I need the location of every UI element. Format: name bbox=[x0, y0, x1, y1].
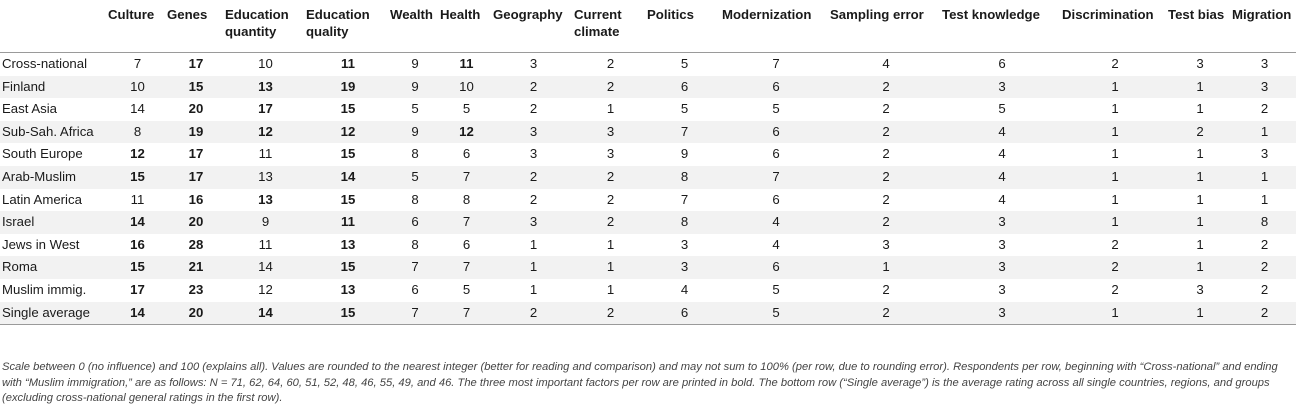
header-corner bbox=[0, 6, 108, 53]
table-cell: 3 bbox=[1260, 56, 1269, 71]
table-cell: 2 bbox=[1168, 121, 1232, 144]
table-cell: 13 bbox=[340, 281, 356, 297]
table-cell: 14 bbox=[225, 256, 306, 279]
column-header: Current climate bbox=[574, 6, 647, 53]
row-label: Roma bbox=[0, 256, 108, 279]
row-label: Jews in West bbox=[2, 236, 80, 252]
table-cell: 5 bbox=[680, 101, 689, 117]
table-cell: 11 bbox=[130, 191, 145, 207]
table-cell: 9 bbox=[225, 211, 306, 234]
table-cell: 2 bbox=[493, 76, 574, 99]
ratings-table bbox=[0, 6, 1296, 325]
table-cell: 3 bbox=[606, 146, 615, 162]
row-label: Israel bbox=[0, 211, 108, 234]
table-cell: 16 bbox=[188, 191, 204, 207]
table-cell: 2 bbox=[1260, 101, 1269, 117]
table-cell: 6 bbox=[462, 236, 471, 252]
table-cell: 3 bbox=[942, 211, 1062, 234]
table-cell: 7 bbox=[133, 56, 142, 71]
table-cell: 11 bbox=[258, 146, 273, 162]
table-cell: 9 bbox=[411, 56, 419, 71]
table-cell: 7 bbox=[440, 302, 493, 325]
table-cell: 3 bbox=[942, 76, 1062, 99]
table-cell: 2 bbox=[830, 302, 942, 325]
table-row bbox=[0, 166, 1296, 189]
table-cell: 6 bbox=[647, 76, 722, 99]
table-cell: 1 bbox=[606, 236, 615, 252]
table-cell: 15 bbox=[306, 256, 390, 279]
table-cell: 3 bbox=[1196, 281, 1204, 297]
column-header: Wealth bbox=[390, 6, 440, 53]
table-cell: 23 bbox=[188, 281, 204, 297]
table-cell: 5 bbox=[772, 281, 780, 297]
table-cell: 3 bbox=[998, 281, 1006, 297]
table-cell: 15 bbox=[108, 166, 167, 189]
table-cell: 1 bbox=[529, 281, 538, 297]
table-cell: 6 bbox=[722, 121, 830, 144]
table-cell: 8 bbox=[647, 211, 722, 234]
table-cell: 1 bbox=[606, 281, 615, 297]
table-cell: 12 bbox=[130, 146, 145, 162]
table-cell: 1 bbox=[574, 256, 647, 279]
table-cell: 2 bbox=[529, 101, 538, 117]
table-cell: 14 bbox=[130, 101, 145, 117]
table-cell: 11 bbox=[459, 56, 474, 71]
table-cell: 2 bbox=[882, 191, 890, 207]
table-cell: 3 bbox=[680, 236, 689, 252]
table-cell: 5 bbox=[722, 302, 830, 325]
table-cell: 1 bbox=[1062, 121, 1168, 144]
table-cell: 1 bbox=[1260, 191, 1269, 207]
table-cell: 3 bbox=[529, 56, 538, 71]
table-cell: 15 bbox=[340, 101, 356, 117]
column-header: Health bbox=[440, 6, 493, 53]
table-cell: 1 bbox=[1111, 101, 1119, 117]
table-cell: 1 bbox=[529, 236, 538, 252]
table-cell: 8 bbox=[108, 121, 167, 144]
table-cell: 7 bbox=[440, 211, 493, 234]
table-cell: 2 bbox=[1111, 236, 1119, 252]
table-row bbox=[0, 76, 1296, 99]
row-label: Sub-Sah. Africa bbox=[0, 121, 108, 144]
table-cell: 6 bbox=[772, 146, 780, 162]
table-cell: 3 bbox=[574, 121, 647, 144]
table-cell: 1 bbox=[1196, 146, 1204, 162]
row-label: Muslim immig. bbox=[2, 281, 87, 297]
table-cell: 4 bbox=[722, 211, 830, 234]
column-header: Education quality bbox=[306, 6, 390, 53]
table-cell: 9 bbox=[390, 121, 440, 144]
table-cell: 1 bbox=[830, 256, 942, 279]
table-cell: 3 bbox=[529, 146, 538, 162]
table-cell: 5 bbox=[998, 101, 1006, 117]
table-cell: 2 bbox=[493, 302, 574, 325]
table-cell: 12 bbox=[225, 121, 306, 144]
table-cell: 1 bbox=[1062, 211, 1168, 234]
table-cell: 1 bbox=[1168, 166, 1232, 189]
table-cell: 2 bbox=[493, 166, 574, 189]
table-cell: 4 bbox=[998, 146, 1006, 162]
table-cell: 2 bbox=[529, 191, 538, 207]
table-cell: 7 bbox=[390, 302, 440, 325]
table-cell: 2 bbox=[1111, 281, 1119, 297]
table-cell: 7 bbox=[647, 121, 722, 144]
table-cell: 3 bbox=[647, 256, 722, 279]
table-cell: 2 bbox=[1232, 302, 1296, 325]
table-cell: 2 bbox=[1260, 236, 1269, 252]
table-cell: 1 bbox=[1062, 302, 1168, 325]
table-row bbox=[0, 121, 1296, 144]
table-cell: 3 bbox=[1196, 56, 1204, 71]
column-header: Culture bbox=[108, 6, 167, 53]
table-cell: 13 bbox=[258, 191, 273, 207]
table-cell: 10 bbox=[440, 76, 493, 99]
table-cell: 21 bbox=[167, 256, 225, 279]
table-cell: 4 bbox=[772, 236, 780, 252]
table-cell: 3 bbox=[493, 121, 574, 144]
table-cell: 11 bbox=[258, 236, 273, 252]
table-cell: 1 bbox=[606, 101, 615, 117]
table-cell: 12 bbox=[440, 121, 493, 144]
table-cell: 28 bbox=[188, 236, 204, 252]
column-header: Migration bbox=[1232, 6, 1296, 53]
table-cell: 20 bbox=[167, 302, 225, 325]
table-cell: 4 bbox=[942, 121, 1062, 144]
table-cell: 8 bbox=[1232, 211, 1296, 234]
table-cell: 17 bbox=[130, 281, 145, 297]
table-cell: 15 bbox=[306, 302, 390, 325]
table-cell: 6 bbox=[722, 76, 830, 99]
table-cell: 5 bbox=[462, 101, 471, 117]
column-header: Genes bbox=[167, 6, 225, 53]
table-cell: 14 bbox=[225, 302, 306, 325]
row-label: East Asia bbox=[2, 101, 57, 117]
table-row bbox=[0, 256, 1296, 279]
table-cell: 3 bbox=[942, 302, 1062, 325]
row-label: Finland bbox=[0, 76, 108, 99]
table-cell: 15 bbox=[108, 256, 167, 279]
row-label: South Europe bbox=[2, 146, 83, 162]
table-cell: 8 bbox=[411, 191, 419, 207]
table-cell: 5 bbox=[680, 56, 689, 71]
table-cell: 2 bbox=[574, 211, 647, 234]
table-cell: 2 bbox=[830, 211, 942, 234]
table-cell: 17 bbox=[258, 101, 273, 117]
table-cell: 12 bbox=[258, 281, 273, 297]
table-cell: 3 bbox=[1232, 76, 1296, 99]
table-cell: 1 bbox=[493, 256, 574, 279]
table-cell: 3 bbox=[1260, 146, 1269, 162]
row-label: Single average bbox=[0, 302, 108, 325]
table-cell: 8 bbox=[647, 166, 722, 189]
table-row bbox=[0, 302, 1296, 325]
table-cell: 2 bbox=[882, 146, 890, 162]
table-cell: 5 bbox=[390, 166, 440, 189]
table-cell: 7 bbox=[440, 166, 493, 189]
table-cell: 6 bbox=[772, 191, 780, 207]
table-cell: 1 bbox=[1168, 76, 1232, 99]
table-cell: 17 bbox=[188, 56, 204, 71]
table-cell: 17 bbox=[167, 166, 225, 189]
table-cell: 7 bbox=[772, 56, 780, 71]
table-cell: 1 bbox=[1168, 256, 1232, 279]
table-cell: 9 bbox=[680, 146, 689, 162]
table-cell: 14 bbox=[108, 302, 167, 325]
row-label: Latin America bbox=[2, 191, 82, 207]
table-cell: 13 bbox=[225, 166, 306, 189]
table-cell: 3 bbox=[493, 211, 574, 234]
table-row bbox=[0, 143, 1296, 166]
table-cell: 7 bbox=[680, 191, 689, 207]
table-cell: 20 bbox=[188, 101, 204, 117]
table-cell: 2 bbox=[882, 101, 890, 117]
table-cell: 4 bbox=[942, 166, 1062, 189]
table-row bbox=[0, 279, 1296, 302]
table-cell: 2 bbox=[574, 166, 647, 189]
table-cell: 1 bbox=[1196, 236, 1204, 252]
table-cell: 10 bbox=[108, 76, 167, 99]
table-cell: 1 bbox=[1062, 166, 1168, 189]
row-label: Arab-Muslim bbox=[0, 166, 108, 189]
table-cell: 5 bbox=[411, 101, 419, 117]
table-cell: 13 bbox=[340, 236, 356, 252]
table-cell: 14 bbox=[306, 166, 390, 189]
table-cell: 6 bbox=[998, 56, 1006, 71]
table-cell: 5 bbox=[772, 101, 780, 117]
table-cell: 8 bbox=[462, 191, 471, 207]
table-cell: 11 bbox=[341, 56, 355, 71]
table-cell: 16 bbox=[130, 236, 145, 252]
table-cell: 2 bbox=[574, 302, 647, 325]
row-label: Cross-national bbox=[2, 56, 88, 71]
table-cell: 5 bbox=[462, 281, 471, 297]
table-cell: 3 bbox=[998, 236, 1006, 252]
table-cell: 6 bbox=[722, 256, 830, 279]
table-cell: 1 bbox=[1111, 146, 1119, 162]
table-cell: 2 bbox=[882, 281, 890, 297]
table-cell: 1 bbox=[1196, 191, 1204, 207]
header-row bbox=[0, 6, 1296, 53]
table-cell: 7 bbox=[440, 256, 493, 279]
table-cell: 6 bbox=[390, 211, 440, 234]
table-cell: 1 bbox=[1232, 121, 1296, 144]
column-header: Geography bbox=[493, 6, 574, 53]
table-cell: 2 bbox=[606, 191, 615, 207]
table-cell: 15 bbox=[340, 146, 356, 162]
table-cell: 2 bbox=[1111, 56, 1119, 71]
table-cell: 17 bbox=[188, 146, 204, 162]
table-cell: 1 bbox=[1111, 191, 1119, 207]
table-footnote: Scale between 0 (no influence) and 100 (explains all). Values are rounded to the nearest integer (better for reading and comparison) and may not sum to 100% (per row, due to rounding error). Respondents per row, beginning with “Cross-national” and ending with “Muslim immigration,” are as follows: N = 71, 62, 64, 60, 51, 52, 48, 46, 55, 49, and 46. The three most important factors per row are printed in bold. The bottom row (“Single average”) is the average rating across all single countries, regions, and groups (excluding cross-national general ratings in the first row). bbox=[2, 361, 1278, 404]
table-cell: 10 bbox=[258, 56, 273, 71]
column-header: Politics bbox=[647, 6, 722, 53]
table-cell: 6 bbox=[411, 281, 419, 297]
table-row bbox=[0, 53, 1296, 76]
table-cell: 6 bbox=[647, 302, 722, 325]
table-cell: 1 bbox=[1168, 211, 1232, 234]
table-cell: 15 bbox=[167, 76, 225, 99]
table-cell: 8 bbox=[411, 146, 419, 162]
table-cell: 2 bbox=[1232, 256, 1296, 279]
table-row bbox=[0, 211, 1296, 234]
table-cell: 2 bbox=[1260, 281, 1269, 297]
column-header: Test bias bbox=[1168, 6, 1232, 53]
column-header: Discrimination bbox=[1062, 6, 1168, 53]
table-cell: 2 bbox=[606, 56, 615, 71]
column-header: Test knowledge bbox=[942, 6, 1062, 53]
table-cell: 19 bbox=[306, 76, 390, 99]
table-cell: 1 bbox=[1232, 166, 1296, 189]
table-cell: 2 bbox=[1062, 256, 1168, 279]
table-cell: 2 bbox=[830, 121, 942, 144]
table-cell: 7 bbox=[722, 166, 830, 189]
table-cell: 7 bbox=[390, 256, 440, 279]
table-cell: 20 bbox=[167, 211, 225, 234]
table-cell: 2 bbox=[830, 166, 942, 189]
table-cell: 2 bbox=[574, 76, 647, 99]
column-header: Modernization bbox=[722, 6, 830, 53]
table-cell: 14 bbox=[108, 211, 167, 234]
table-cell: 2 bbox=[830, 76, 942, 99]
table-cell: 4 bbox=[680, 281, 689, 297]
table-cell: 9 bbox=[390, 76, 440, 99]
table-cell: 3 bbox=[942, 256, 1062, 279]
table-row bbox=[0, 234, 1296, 257]
table-body bbox=[0, 53, 1296, 325]
table-row bbox=[0, 98, 1296, 121]
table-cell: 15 bbox=[340, 191, 356, 207]
table-cell: 1 bbox=[1196, 101, 1204, 117]
table-cell: 11 bbox=[306, 211, 390, 234]
column-header: Education quantity bbox=[225, 6, 306, 53]
table-cell: 3 bbox=[882, 236, 890, 252]
table-cell: 4 bbox=[882, 56, 890, 71]
table-cell: 19 bbox=[167, 121, 225, 144]
table-cell: 1 bbox=[1168, 302, 1232, 325]
table-row bbox=[0, 189, 1296, 212]
table-cell: 12 bbox=[306, 121, 390, 144]
table-cell: 6 bbox=[462, 146, 471, 162]
table-cell: 4 bbox=[998, 191, 1006, 207]
column-header: Sampling error bbox=[830, 6, 942, 53]
table-cell: 8 bbox=[411, 236, 419, 252]
table-cell: 1 bbox=[1062, 76, 1168, 99]
table-cell: 13 bbox=[225, 76, 306, 99]
